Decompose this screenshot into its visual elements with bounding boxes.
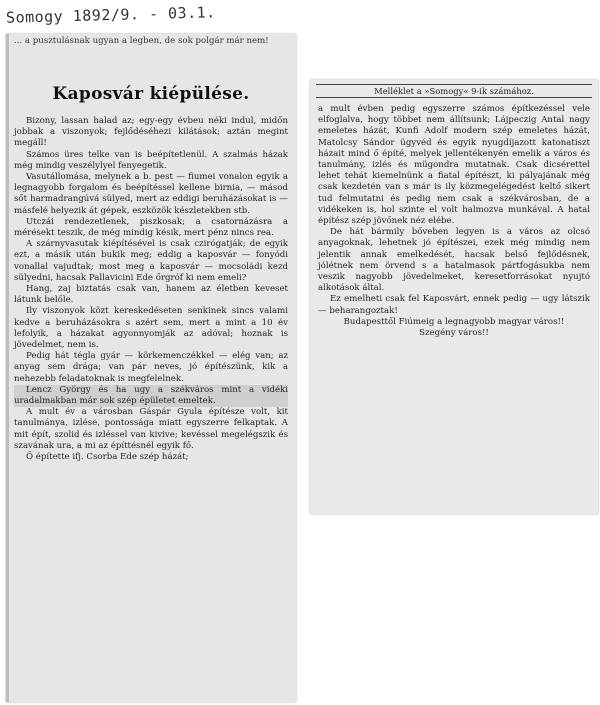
supplement-header: Melléklet a »Somogy« 9-ik számához. <box>316 84 592 98</box>
article-paragraph: Hang, zaj biztatás csak van, hanem az életben keveset látunk belőle. <box>14 284 288 306</box>
right-article-body <box>318 104 590 339</box>
article-paragraph: Vasutállomása, melynek a b. pest — fiumei vonalon egyik a legnagyobb forgalom és beépítéssel kellene birnia, — másod sőt harmadrangúvá sülyed, mert az eddigi beruházásokat is — másfelé helyezik át gépek, eszközök készletekben stb. <box>14 172 288 216</box>
article-paragraph: A mult év a városban Gáspár Gyula építésze volt, kit tanulmánya, izlése, pontossága miatt egyszerre felkaptak. A mit épít, szolid és izléssel van kivive; kevéssel megelégszik és szavának ura, a mi az építtésnél egyik fő. <box>14 407 288 451</box>
clipping-edge <box>6 34 9 702</box>
left-newspaper-clipping <box>6 34 296 702</box>
article-paragraph: A szárnyvasutak kiépítésével is csak czirógatják; de egyik ezt, a másik után bukik meg; eddig a kaposvár — fonyódi vonallal vajudtak; most meg a kaposvár — mocsoládi kezd sülyedni, hacsak Pallavicini Ede őrgróf ki nem emeli? <box>14 239 288 283</box>
article-paragraph: Pedig hát tégla gyár — körkemenczékkel — elég van; az anyag sem drága; van pár neves, jó építészünk, kik a nehezebb feladatoknak is megfelelnek. <box>14 351 288 384</box>
article-paragraph: Ily viszonyok közt kereskedéseten senkinek sincs valami kedve a beruházásokra s azért sem, mert a mint a 10 év lefolyik, a házakat agyonnyomják az adóval; hoznak is jövedelmet, nem is. <box>14 306 288 351</box>
left-article-body <box>14 116 288 463</box>
article-paragraph: Ez emelheti csak fel Kaposvárt, ennek pedig — ugy látszik — beharangoztak! <box>318 294 590 316</box>
article-paragraph: Lencz György és ha ugy a székváros mint a vidéki uradalmakban már sok szép épületet emeltek. <box>14 384 288 407</box>
article-paragraph: Ő építette ifj. Csorba Ede szép házát; <box>26 452 189 463</box>
closing-line: Szegény város!! <box>419 328 489 339</box>
clipping-header-fragment: ... a pusztulásnak ugyan a legben, de sok polgár már nem! <box>14 36 269 46</box>
right-newspaper-clipping <box>310 80 598 514</box>
article-paragraph: Számos üres telke van is beépítetlenül. A szalmás házak még mindig veszélylyel fenyegetik. <box>14 149 288 171</box>
article-paragraph: De hát bármily bőveben legyen is a város az olcsó anyagoknak, lehetnek jó építészei, ezek még mindig nem jelentik annak emelkedését, hacsak belső fejlődésnek, jólétnek nem örvend s a hatalmasok pártfogásukba nem veszik nagyobb jövedelmeket, keresetforrásokat nyujtó alkotások által. <box>318 227 590 294</box>
handwritten-archive-note: Somogy 1892/9. - 03.1. <box>5 3 216 27</box>
article-title: Kaposvár kiépülése. <box>52 84 250 104</box>
article-paragraph: Utczái rendezetlenek, piszkosak; a csatornázásra a mérésekt teszik, de még mindig késik, mert pénz nincs rea. <box>14 216 288 239</box>
closing-line: Budapesttől Fiúmeig a legnagyobb magyar város!! <box>343 316 565 327</box>
article-paragraph: a mult évben pedig egyszerre számos építkezéssel vele elfoglalva, hogy többet nem állítsunk; Lájpeczig Antal nagy emeletes házát, Kunfi Adolf modern szép emeletes házát, Matolcsy Sándor ügyvéd és egyik nyugdíjazott katonatiszt házait mind ő építé, melyek jellentékenyén emelik a város és tanulmány, izlés és mügondra mutatnak. Csak dicsérettel lehet tehát kiemelnünk a fiatal építészt, ki pályajának még csak kezdetén van s már is ily közmegelégedést keltő sikert tud felmutatni és pedig nem csak a székvárosban, de a vidékeken is, hol szinte el volt halmozva munkával. A hatal építész szép jövőnek néz elébe. <box>318 104 590 227</box>
article-paragraph: Bizony, lassan halad az; egy-egy évbeu néki indul, midőn jobbak a viszonyok; fejlődéséhezi kilátások; aztán megint megáll! <box>14 116 288 149</box>
